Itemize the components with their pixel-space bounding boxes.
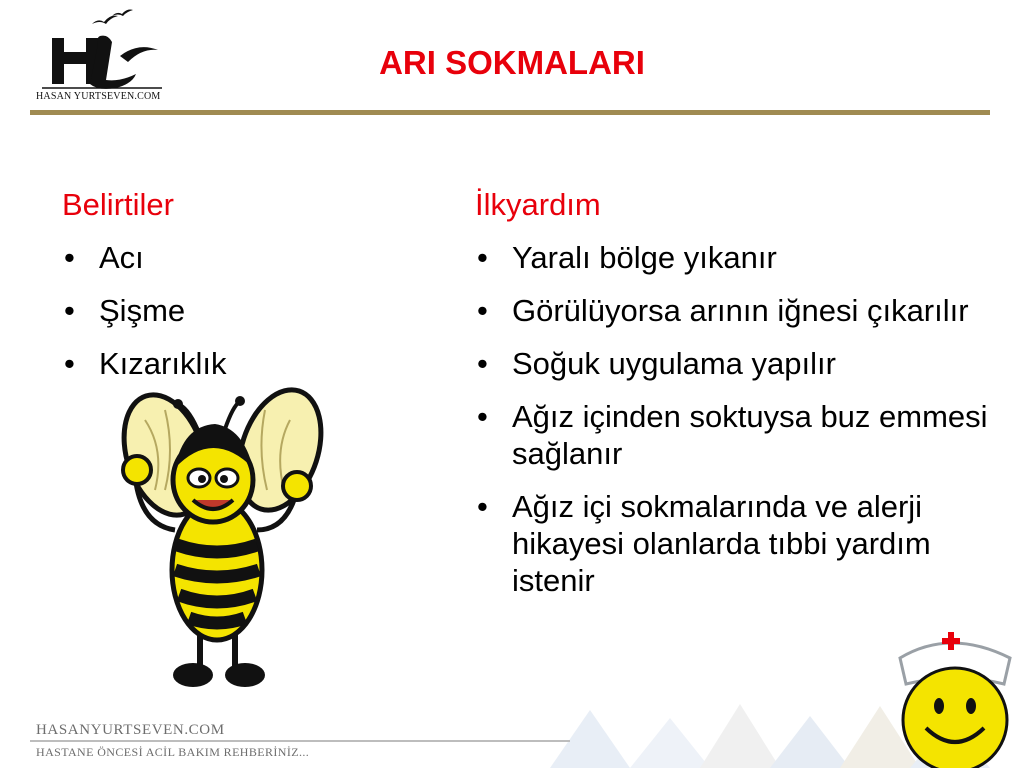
footer-divider bbox=[30, 740, 570, 742]
footer-title: HASANYURTSEVEN.COM bbox=[36, 722, 225, 738]
first-aid-heading: İlkyardım bbox=[475, 187, 601, 222]
list-item: • Kızarıklık bbox=[62, 345, 392, 382]
list-item: • Ağız içi sokmalarında ve alerji hikayesi olanlarda tıbbi yardım istenir bbox=[475, 488, 995, 599]
slide-title: ARI SOKMALARI bbox=[379, 44, 645, 81]
list-item: • Görülüyorsa arının iğnesi çıkarılır bbox=[475, 292, 995, 329]
first-aid-section bbox=[475, 186, 995, 615]
title-divider bbox=[30, 110, 990, 115]
list-item: • Şişme bbox=[62, 292, 392, 329]
list-item: • Ağız içinden soktuysa buz emmesi sağlanır bbox=[475, 398, 995, 472]
list-item: • Soğuk uygulama yapılır bbox=[475, 345, 995, 382]
nurse-smiley-icon bbox=[886, 616, 1024, 768]
list-item: • Yaralı bölge yıkanır bbox=[475, 239, 995, 276]
cartoon-bee-icon bbox=[105, 380, 340, 695]
symptoms-heading: Belirtiler bbox=[62, 187, 174, 222]
first-aid-list bbox=[475, 239, 995, 599]
footer-subtitle: HASTANE ÖNCESİ ACİL BAKIM REHBERİNİZ... bbox=[36, 745, 310, 759]
symptoms-section bbox=[62, 186, 392, 398]
list-item: • Acı bbox=[62, 239, 392, 276]
symptoms-list bbox=[62, 239, 392, 382]
logo-caption: HASAN YURTSEVEN.COM bbox=[36, 91, 161, 102]
